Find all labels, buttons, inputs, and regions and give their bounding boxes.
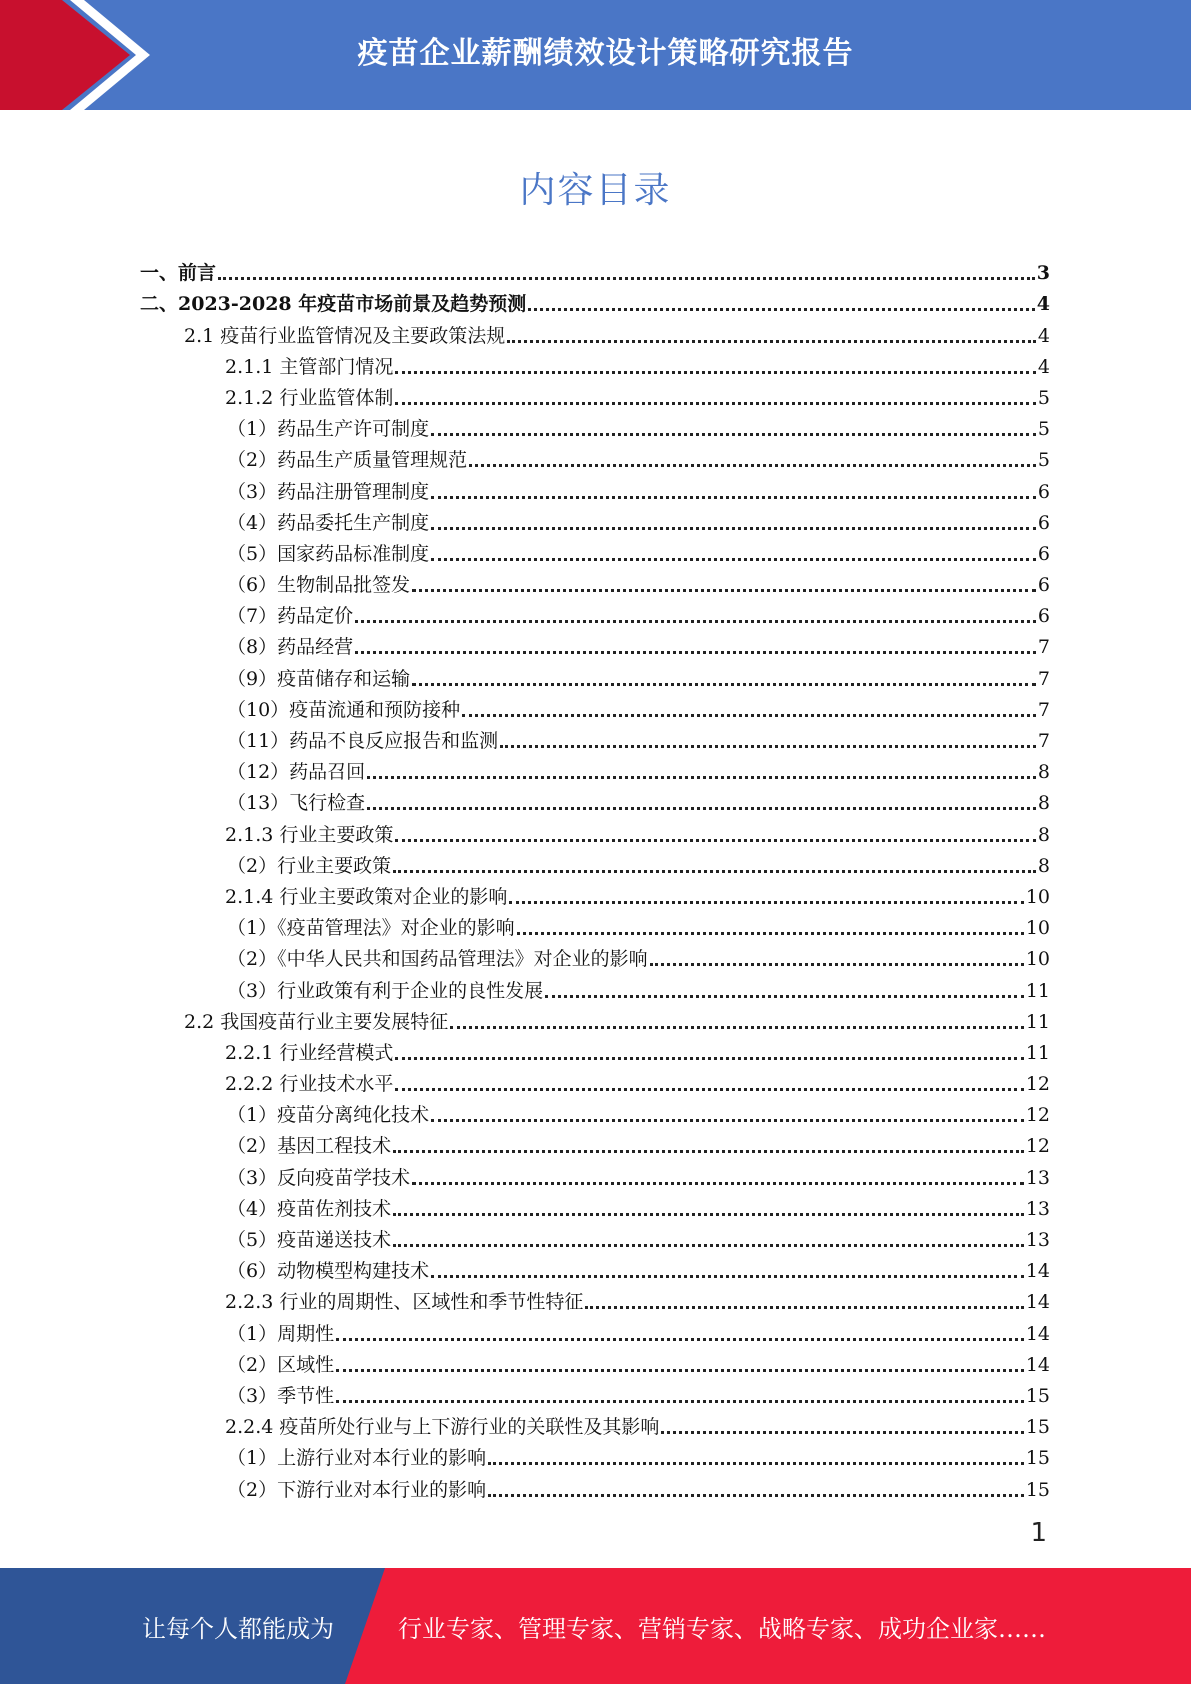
toc-heading: 内容目录: [519, 170, 672, 211]
toc-leader-dots: [545, 995, 1024, 998]
toc-entry[interactable]: [140, 471, 1050, 502]
toc-entry-title: （12）药品召回: [227, 761, 366, 784]
toc-entry-title: （6）生物制品批签发: [227, 574, 411, 597]
toc-leader-dots: [367, 776, 1036, 779]
toc-entry-title: （4）疫苗佐剂技术: [227, 1197, 392, 1220]
toc-entry[interactable]: [140, 846, 1050, 877]
toc-leader-dots: [395, 371, 1036, 374]
toc-leader-dots: [393, 1213, 1024, 1216]
toc-entry-title: （4）药品委托生产制度: [227, 511, 430, 534]
toc-leader-dots: [393, 1150, 1024, 1153]
toc-entry[interactable]: [140, 908, 1050, 939]
toc-entry[interactable]: [140, 1345, 1050, 1376]
toc-entry-page: 8: [1037, 761, 1050, 784]
toc-entry-title: 一、前言: [140, 262, 217, 285]
toc-entry-title: （3）季节性: [227, 1384, 335, 1407]
toc-leader-dots: [431, 527, 1036, 530]
toc-leader-dots: [336, 1400, 1024, 1403]
toc-entry[interactable]: [140, 503, 1050, 534]
toc-entry[interactable]: [140, 378, 1050, 409]
toc-entry-page: 11: [1025, 1010, 1050, 1033]
toc-entry[interactable]: [140, 440, 1050, 471]
toc-entry-title: （7）药品定价: [227, 605, 354, 628]
toc-entry[interactable]: [140, 814, 1050, 845]
toc-entry[interactable]: [140, 409, 1050, 440]
toc-entry-page: 6: [1037, 574, 1050, 597]
toc-entry-title: （9）疫苗储存和运输: [227, 667, 411, 690]
toc-leader-dots: [336, 1369, 1024, 1372]
toc-entry-page: 6: [1037, 605, 1050, 628]
toc-leader-dots: [488, 1462, 1024, 1465]
toc-leader-dots: [650, 963, 1024, 966]
toc-leader-dots: [431, 1275, 1024, 1278]
toc-leader-dots: [431, 1119, 1024, 1122]
toc-entry-title: （2）基因工程技术: [227, 1135, 392, 1158]
toc-entry-page: 3: [1036, 262, 1050, 285]
toc-entry[interactable]: [140, 1189, 1050, 1220]
toc-entry-page: 5: [1037, 418, 1050, 441]
toc-entry[interactable]: [140, 1157, 1050, 1188]
toc-entry[interactable]: [140, 939, 1050, 970]
toc-entry-title: 2.2.4 疫苗所处行业与上下游行业的关联性及其影响: [225, 1416, 660, 1439]
toc-entry[interactable]: [140, 347, 1050, 378]
toc-entry[interactable]: [140, 1002, 1050, 1033]
toc-entry[interactable]: [140, 1313, 1050, 1344]
toc-leader-dots: [393, 1244, 1024, 1247]
toc-leader-dots: [218, 277, 1035, 280]
toc-entry-page: 14: [1025, 1260, 1050, 1283]
toc-leader-dots: [585, 1306, 1023, 1309]
toc-entry-title: 2.2.3 行业的周期性、区域性和季节性特征: [225, 1291, 584, 1314]
toc-entry-title: （3）反向疫苗学技术: [227, 1166, 411, 1189]
toc-entry-title: （1）药品生产许可制度: [227, 418, 430, 441]
toc-leader-dots: [528, 308, 1035, 311]
toc-entry[interactable]: [140, 1220, 1050, 1251]
toc-leader-dots: [412, 589, 1036, 592]
toc-entry-page: 15: [1025, 1416, 1050, 1439]
toc-entry-title: 2.2.1 行业经营模式: [225, 1041, 394, 1064]
toc-entry[interactable]: [140, 752, 1050, 783]
toc-entry-page: 15: [1025, 1384, 1050, 1407]
toc-leader-dots: [517, 932, 1024, 935]
toc-entry-page: 12: [1025, 1135, 1050, 1158]
toc-entry-title: （1）周期性: [227, 1322, 335, 1345]
toc-entry-page: 15: [1025, 1478, 1050, 1501]
toc-entry[interactable]: [140, 534, 1050, 565]
toc-entry-page: 13: [1025, 1229, 1050, 1251]
toc-entry-page: 12: [1025, 1104, 1050, 1127]
toc-entry-page: 8: [1037, 792, 1050, 815]
toc-entry[interactable]: [140, 565, 1050, 596]
toc-entry-title: （8）药品经营: [227, 636, 354, 659]
toc-entry-title: （5）疫苗递送技术: [227, 1229, 392, 1251]
toc-entry-page: 5: [1037, 386, 1050, 409]
toc-entry-title: 2.1.2 行业监管体制: [225, 386, 394, 409]
toc-entry[interactable]: [140, 1376, 1050, 1407]
toc-entry-page: 15: [1025, 1447, 1050, 1470]
toc-entry-page: 8: [1037, 854, 1050, 877]
toc-leader-dots: [431, 433, 1036, 436]
toc-leader-dots: [395, 1088, 1023, 1091]
toc-entry[interactable]: [140, 690, 1050, 721]
toc-leader-dots: [509, 901, 1023, 904]
toc-entry[interactable]: [140, 315, 1050, 346]
toc-entry-title: （3）药品注册管理制度: [227, 480, 430, 503]
toc-entry-title: 2.1.1 主管部门情况: [225, 355, 394, 378]
toc-entry-title: 2.1 疫苗行业监管情况及主要政策法规: [184, 324, 506, 347]
toc-entry[interactable]: [140, 970, 1050, 1001]
toc-entry-page: 14: [1025, 1353, 1050, 1376]
toc-entry-page: 10: [1025, 885, 1050, 908]
toc-entry-title: （3）行业政策有利于企业的良性发展: [227, 979, 544, 1002]
toc-entry-page: 7: [1037, 667, 1050, 690]
toc-entry-page: 4: [1037, 324, 1050, 347]
toc-entry[interactable]: [140, 1407, 1050, 1438]
toc-entry-page: 13: [1025, 1197, 1050, 1220]
toc-entry[interactable]: [140, 1438, 1050, 1469]
toc-entry-title: （2）行业主要政策: [227, 854, 392, 877]
toc-entry[interactable]: [140, 1469, 1050, 1500]
toc-entry[interactable]: [140, 1126, 1050, 1157]
toc-entry[interactable]: [140, 1095, 1050, 1126]
toc-leader-dots: [393, 870, 1036, 873]
toc-entry-title: （2）药品生产质量管理规范: [227, 449, 468, 472]
toc-entry-title: 2.2 我国疫苗行业主要发展特征: [184, 1010, 449, 1033]
toc-entry-title: （5）国家药品标准制度: [227, 542, 430, 565]
toc-entry-title: （1）《疫苗管理法》对企业的影响: [227, 917, 515, 940]
toc-entry[interactable]: [140, 783, 1050, 814]
toc-entry-page: 7: [1037, 730, 1050, 752]
toc-entry-title: （11）药品不良反应报告和监测: [227, 730, 499, 752]
toc-entry-page: 5: [1037, 449, 1050, 472]
toc-entry[interactable]: [140, 627, 1050, 658]
toc-leader-dots: [507, 340, 1036, 343]
toc-entry-page: 6: [1037, 542, 1050, 565]
toc-entry-page: 7: [1037, 698, 1050, 721]
toc-leader-dots: [661, 1431, 1023, 1434]
toc-entry-page: 6: [1037, 511, 1050, 534]
toc-entry-page: 8: [1037, 823, 1050, 846]
toc-entry-title: 2.1.4 行业主要政策对企业的影响: [225, 885, 508, 908]
toc-entry-page: 13: [1025, 1166, 1050, 1189]
toc-entry[interactable]: [140, 877, 1050, 908]
report-title: 疫苗企业薪酬绩效设计策略研究报告: [357, 36, 854, 71]
footer-slogan-left: 让每个人都能成为: [142, 1614, 334, 1643]
toc-leader-dots: [500, 745, 1036, 748]
toc-entry-page: 4: [1036, 293, 1050, 316]
toc-entry-title: （1）疫苗分离纯化技术: [227, 1104, 430, 1127]
toc-leader-dots: [412, 683, 1036, 686]
toc-entry[interactable]: [140, 1064, 1050, 1095]
toc-entry-title: （6）动物模型构建技术: [227, 1260, 430, 1283]
toc-entry-title: 2.2.2 行业技术水平: [225, 1073, 394, 1096]
toc-entry-page: 7: [1037, 636, 1050, 659]
toc-entry-page: 14: [1025, 1322, 1050, 1345]
toc-entry-title: 2.1.3 行业主要政策: [225, 823, 394, 846]
toc-leader-dots: [395, 839, 1036, 842]
toc-entry-page: 4: [1037, 355, 1050, 378]
page-number: 1: [1030, 1518, 1047, 1548]
toc-entry-page: 12: [1025, 1073, 1050, 1096]
toc-entry-title: 二、2023-2028 年疫苗市场前景及趋势预测: [140, 293, 527, 316]
footer-banner: [0, 1568, 1191, 1684]
toc-entry-page: 11: [1025, 1041, 1050, 1064]
toc-entry[interactable]: [140, 1251, 1050, 1282]
toc-leader-dots: [367, 807, 1036, 810]
toc-leader-dots: [469, 464, 1036, 467]
toc-entry-title: （1）上游行业对本行业的影响: [227, 1447, 487, 1470]
toc-entry[interactable]: [140, 1282, 1050, 1313]
toc-entry-title: （2）《中华人民共和国药品管理法》对企业的影响: [227, 948, 648, 971]
toc-entry-page: 11: [1025, 979, 1050, 1002]
toc-leader-dots: [431, 558, 1036, 561]
toc-entry[interactable]: [140, 284, 1050, 315]
toc-entry-title: （2）区域性: [227, 1353, 335, 1376]
toc-entry-page: 6: [1037, 480, 1050, 503]
toc-entry[interactable]: [140, 253, 1050, 284]
toc-leader-dots: [431, 496, 1036, 499]
toc-entry-title: （10）疫苗流通和预防接种: [227, 698, 461, 721]
toc-entry-title: （2）下游行业对本行业的影响: [227, 1478, 487, 1501]
toc-leader-dots: [336, 1338, 1024, 1341]
header-banner: [0, 0, 1191, 110]
toc-entry-page: 10: [1025, 948, 1050, 971]
toc-entry[interactable]: [140, 721, 1050, 752]
toc-entry-page: 10: [1025, 917, 1050, 940]
toc-leader-dots: [488, 1494, 1024, 1497]
toc-entry-title: （13）飞行检查: [227, 792, 366, 815]
toc-entry-page: 14: [1025, 1291, 1050, 1314]
toc-entry[interactable]: [140, 596, 1050, 627]
toc-entry[interactable]: [140, 658, 1050, 689]
toc-leader-dots: [450, 1026, 1024, 1029]
toc-entry[interactable]: [140, 1033, 1050, 1064]
toc-leader-dots: [355, 651, 1036, 654]
toc-leader-dots: [412, 1182, 1024, 1185]
toc-leader-dots: [355, 620, 1036, 623]
toc-leader-dots: [395, 1057, 1023, 1060]
toc-leader-dots: [395, 402, 1036, 405]
footer-slogan-right: 行业专家、管理专家、营销专家、战略专家、成功企业家……: [398, 1614, 1046, 1643]
toc-leader-dots: [462, 714, 1036, 717]
table-of-contents: [140, 253, 1050, 1501]
